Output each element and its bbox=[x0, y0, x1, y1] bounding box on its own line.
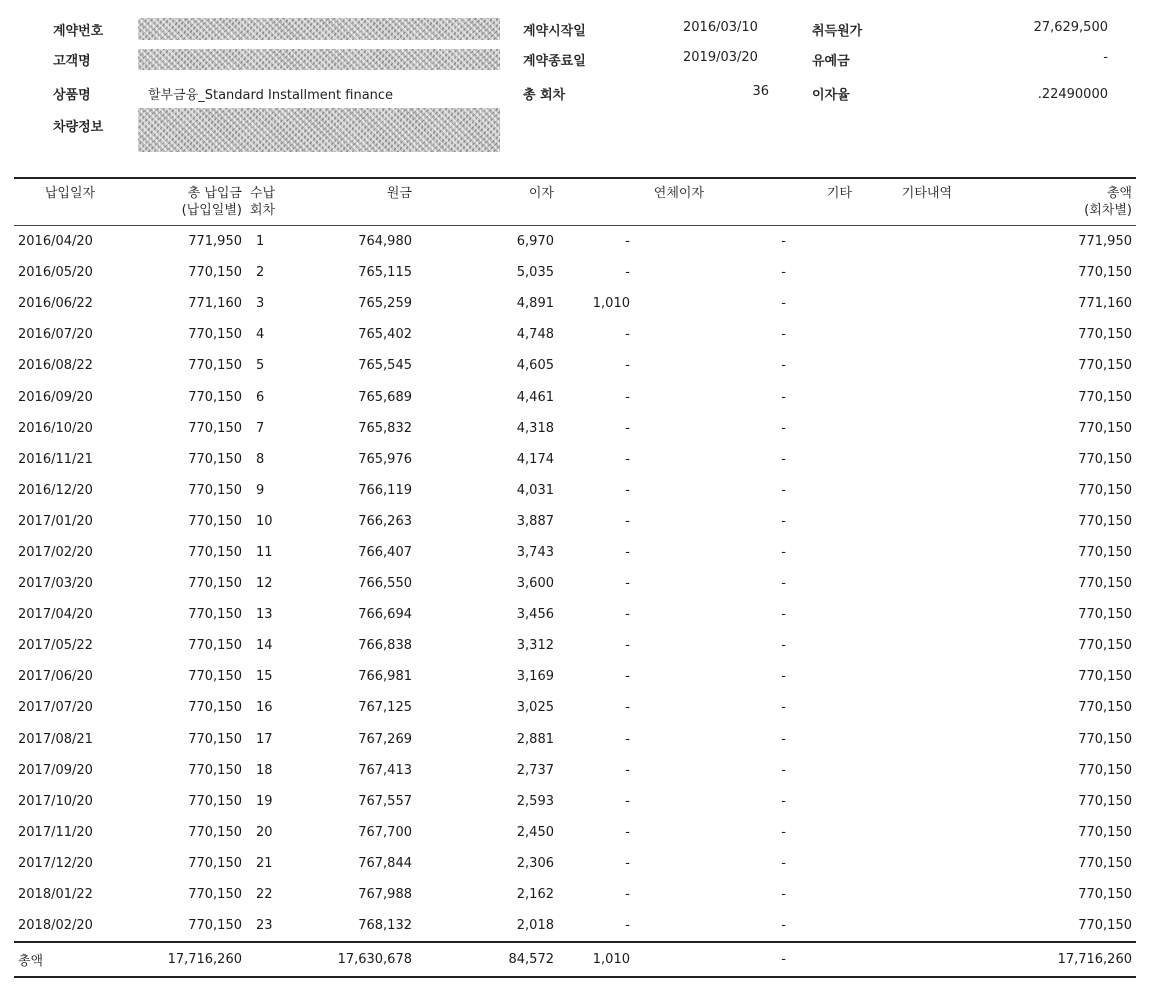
table-row bbox=[14, 537, 1136, 568]
cell-late-interest: - bbox=[625, 887, 630, 903]
cell-total-paid: 770,150 bbox=[188, 420, 242, 436]
cell-other: - bbox=[781, 420, 786, 436]
cell-late-interest: 1,010 bbox=[592, 296, 630, 312]
cell-other-details bbox=[856, 692, 956, 723]
cell-late-interest: - bbox=[625, 544, 630, 560]
cell-installment-no: 20 bbox=[256, 824, 273, 840]
payment-ledger-table bbox=[14, 177, 1136, 978]
totals-label: 총액 bbox=[18, 954, 44, 970]
table-row bbox=[14, 786, 1136, 817]
cell-principal: 766,263 bbox=[358, 513, 412, 529]
cell-installment-no: 2 bbox=[256, 265, 265, 281]
cell-installment-no: 7 bbox=[256, 420, 265, 436]
cell-other-details bbox=[856, 506, 956, 537]
cell-total-paid: 770,150 bbox=[188, 638, 242, 654]
cell-principal: 767,557 bbox=[358, 793, 412, 809]
cell-late-interest: - bbox=[625, 793, 630, 809]
col-header-payment-date: 납입일자 bbox=[14, 178, 126, 226]
cell-other: - bbox=[781, 700, 786, 716]
acquisition-cost-value: 27,629,500 bbox=[1033, 20, 1108, 35]
cell-installment-no: 3 bbox=[256, 296, 265, 312]
table-row bbox=[14, 444, 1136, 475]
cell-total-by-installment: 770,150 bbox=[1078, 638, 1132, 654]
cell-total-by-installment: 770,150 bbox=[1078, 607, 1132, 623]
cell-principal: 767,700 bbox=[358, 824, 412, 840]
cell-interest: 2,018 bbox=[516, 918, 554, 934]
cell-interest: 3,456 bbox=[516, 607, 554, 623]
cell-total-by-installment: 770,150 bbox=[1078, 793, 1132, 809]
cell-total-paid: 770,150 bbox=[188, 731, 242, 747]
table-row bbox=[14, 568, 1136, 599]
start-date-label: 계약시작일 bbox=[523, 24, 586, 39]
cell-principal: 768,132 bbox=[358, 918, 412, 934]
cell-total-paid: 770,150 bbox=[188, 358, 242, 374]
table-row bbox=[14, 319, 1136, 350]
cell-interest: 4,318 bbox=[516, 420, 554, 436]
cell-interest: 4,605 bbox=[516, 358, 554, 374]
table-row bbox=[14, 599, 1136, 630]
cell-interest: 5,035 bbox=[516, 265, 554, 281]
cell-principal: 767,269 bbox=[358, 731, 412, 747]
cell-other: - bbox=[781, 824, 786, 840]
total-installments-label: 총 회차 bbox=[523, 88, 566, 103]
cell-total-paid: 770,150 bbox=[188, 793, 242, 809]
totals-other: - bbox=[781, 952, 786, 968]
cell-late-interest: - bbox=[625, 327, 630, 343]
cell-total-by-installment: 770,150 bbox=[1078, 824, 1132, 840]
cell-other-details bbox=[856, 724, 956, 755]
cell-principal: 764,980 bbox=[358, 234, 412, 250]
cell-interest: 2,162 bbox=[516, 887, 554, 903]
cell-total-paid: 770,150 bbox=[188, 887, 242, 903]
table-header-row bbox=[14, 178, 1136, 226]
vehicle-label: 차량정보 bbox=[53, 120, 104, 135]
interest-rate-label: 이자율 bbox=[812, 88, 850, 103]
table-row bbox=[14, 755, 1136, 786]
cell-payment-date: 2017/02/20 bbox=[18, 544, 93, 560]
cell-installment-no: 12 bbox=[256, 576, 273, 592]
cell-late-interest: - bbox=[625, 358, 630, 374]
cell-total-by-installment: 771,950 bbox=[1078, 234, 1132, 250]
cell-payment-date: 2016/07/20 bbox=[18, 327, 93, 343]
cell-other-details bbox=[856, 257, 956, 288]
cell-total-by-installment: 770,150 bbox=[1078, 389, 1132, 405]
cell-other-details bbox=[856, 475, 956, 506]
cell-installment-no: 19 bbox=[256, 793, 273, 809]
cell-late-interest: - bbox=[625, 234, 630, 250]
cell-other: - bbox=[781, 327, 786, 343]
cell-late-interest: - bbox=[625, 762, 630, 778]
cell-payment-date: 2017/08/21 bbox=[18, 731, 93, 747]
cell-payment-date: 2016/06/22 bbox=[18, 296, 93, 312]
deposit-value: - bbox=[1103, 50, 1108, 65]
totals-grand-total: 17,716,260 bbox=[1057, 952, 1132, 968]
cell-other-details bbox=[856, 350, 956, 381]
cell-principal: 765,689 bbox=[358, 389, 412, 405]
cell-other-details bbox=[856, 381, 956, 412]
cell-late-interest: - bbox=[625, 420, 630, 436]
cell-payment-date: 2016/12/20 bbox=[18, 482, 93, 498]
cell-late-interest: - bbox=[625, 607, 630, 623]
cell-other: - bbox=[781, 638, 786, 654]
table-row bbox=[14, 848, 1136, 879]
cell-late-interest: - bbox=[625, 824, 630, 840]
cell-total-paid: 770,150 bbox=[188, 482, 242, 498]
table-row bbox=[14, 257, 1136, 288]
cell-total-paid: 771,950 bbox=[188, 234, 242, 250]
cell-installment-no: 1 bbox=[256, 234, 265, 250]
cell-installment-no: 13 bbox=[256, 607, 273, 623]
cell-total-by-installment: 770,150 bbox=[1078, 700, 1132, 716]
table-row bbox=[14, 381, 1136, 412]
cell-installment-no: 16 bbox=[256, 700, 273, 716]
cell-late-interest: - bbox=[625, 855, 630, 871]
cell-total-by-installment: 771,160 bbox=[1078, 296, 1132, 312]
cell-installment-no: 9 bbox=[256, 482, 265, 498]
table-row bbox=[14, 817, 1136, 848]
cell-interest: 3,600 bbox=[516, 576, 554, 592]
cell-installment-no: 23 bbox=[256, 918, 273, 934]
cell-interest: 2,593 bbox=[516, 793, 554, 809]
table-row bbox=[14, 661, 1136, 692]
cell-installment-no: 15 bbox=[256, 669, 273, 685]
cell-other: - bbox=[781, 887, 786, 903]
cell-interest: 3,312 bbox=[516, 638, 554, 654]
cell-other-details bbox=[856, 879, 956, 910]
cell-principal: 767,413 bbox=[358, 762, 412, 778]
cell-other-details bbox=[856, 661, 956, 692]
cell-late-interest: - bbox=[625, 918, 630, 934]
totals-principal: 17,630,678 bbox=[337, 952, 412, 968]
cell-principal: 766,550 bbox=[358, 576, 412, 592]
cell-other: - bbox=[781, 544, 786, 560]
table-row bbox=[14, 506, 1136, 537]
cell-interest: 4,174 bbox=[516, 451, 554, 467]
col-header-principal: 원금 bbox=[306, 178, 416, 226]
cell-late-interest: - bbox=[625, 638, 630, 654]
deposit-label: 유예금 bbox=[812, 54, 850, 69]
cell-payment-date: 2016/11/21 bbox=[18, 451, 93, 467]
cell-interest: 4,461 bbox=[516, 389, 554, 405]
cell-total-by-installment: 770,150 bbox=[1078, 669, 1132, 685]
cell-payment-date: 2016/09/20 bbox=[18, 389, 93, 405]
cell-total-by-installment: 770,150 bbox=[1078, 265, 1132, 281]
cell-other: - bbox=[781, 451, 786, 467]
cell-payment-date: 2018/02/20 bbox=[18, 918, 93, 934]
cell-payment-date: 2017/03/20 bbox=[18, 576, 93, 592]
cell-other-details bbox=[856, 444, 956, 475]
cell-principal: 766,694 bbox=[358, 607, 412, 623]
totals-total-paid: 17,716,260 bbox=[167, 952, 242, 968]
col-header-interest: 이자 bbox=[416, 178, 558, 226]
product-value: 할부금융_Standard Installment finance bbox=[148, 88, 394, 103]
cell-other-details bbox=[856, 910, 956, 942]
cell-total-paid: 770,150 bbox=[188, 451, 242, 467]
cell-installment-no: 18 bbox=[256, 762, 273, 778]
cell-payment-date: 2016/10/20 bbox=[18, 420, 93, 436]
col-header-other-details: 기타내역 bbox=[856, 178, 956, 226]
totals-late-interest: 1,010 bbox=[592, 952, 630, 968]
cell-other: - bbox=[781, 731, 786, 747]
table-row bbox=[14, 910, 1136, 942]
cell-other: - bbox=[781, 576, 786, 592]
cell-total-by-installment: 770,150 bbox=[1078, 513, 1132, 529]
table-row bbox=[14, 692, 1136, 723]
cell-installment-no: 14 bbox=[256, 638, 273, 654]
table-row bbox=[14, 630, 1136, 661]
cell-other-details bbox=[856, 817, 956, 848]
cell-payment-date: 2017/01/20 bbox=[18, 513, 93, 529]
end-date-label: 계약종료일 bbox=[523, 54, 586, 69]
customer-label: 고객명 bbox=[53, 54, 91, 69]
cell-other: - bbox=[781, 607, 786, 623]
cell-total-by-installment: 770,150 bbox=[1078, 887, 1132, 903]
cell-payment-date: 2017/12/20 bbox=[18, 855, 93, 871]
cell-total-by-installment: 770,150 bbox=[1078, 855, 1132, 871]
cell-payment-date: 2016/08/22 bbox=[18, 358, 93, 374]
cell-interest: 2,306 bbox=[516, 855, 554, 871]
cell-total-by-installment: 770,150 bbox=[1078, 482, 1132, 498]
cell-other: - bbox=[781, 918, 786, 934]
total-installments-value: 36 bbox=[752, 84, 769, 99]
table-row bbox=[14, 413, 1136, 444]
cell-total-paid: 770,150 bbox=[188, 700, 242, 716]
cell-interest: 2,881 bbox=[516, 731, 554, 747]
cell-interest: 3,025 bbox=[516, 700, 554, 716]
cell-total-paid: 770,150 bbox=[188, 855, 242, 871]
table-row bbox=[14, 226, 1136, 258]
cell-payment-date: 2016/04/20 bbox=[18, 234, 93, 250]
cell-payment-date: 2016/05/20 bbox=[18, 265, 93, 281]
table-body bbox=[14, 226, 1136, 943]
cell-installment-no: 21 bbox=[256, 855, 273, 871]
cell-other: - bbox=[781, 296, 786, 312]
cell-total-paid: 770,150 bbox=[188, 824, 242, 840]
cell-interest: 3,169 bbox=[516, 669, 554, 685]
cell-total-paid: 770,150 bbox=[188, 576, 242, 592]
cell-total-paid: 770,150 bbox=[188, 513, 242, 529]
cell-other: - bbox=[781, 762, 786, 778]
cell-principal: 766,838 bbox=[358, 638, 412, 654]
cell-principal: 767,988 bbox=[358, 887, 412, 903]
acquisition-cost-label: 취득원가 bbox=[812, 24, 863, 39]
cell-total-by-installment: 770,150 bbox=[1078, 451, 1132, 467]
cell-payment-date: 2017/11/20 bbox=[18, 824, 93, 840]
redacted-customer bbox=[138, 49, 500, 70]
cell-other-details bbox=[856, 226, 956, 258]
cell-interest: 4,748 bbox=[516, 327, 554, 343]
totals-interest: 84,572 bbox=[508, 952, 554, 968]
col-header-total-paid: 총 납입금 (납입일별) bbox=[126, 178, 246, 226]
cell-installment-no: 8 bbox=[256, 451, 265, 467]
cell-other-details bbox=[856, 537, 956, 568]
cell-installment-no: 10 bbox=[256, 513, 273, 529]
cell-total-by-installment: 770,150 bbox=[1078, 358, 1132, 374]
cell-other-details bbox=[856, 413, 956, 444]
contract-no-label: 계약번호 bbox=[53, 24, 104, 39]
cell-total-paid: 770,150 bbox=[188, 607, 242, 623]
cell-other: - bbox=[781, 669, 786, 685]
cell-principal: 765,976 bbox=[358, 451, 412, 467]
cell-other: - bbox=[781, 855, 786, 871]
cell-total-paid: 770,150 bbox=[188, 327, 242, 343]
cell-other: - bbox=[781, 793, 786, 809]
cell-principal: 765,545 bbox=[358, 358, 412, 374]
cell-total-paid: 770,150 bbox=[188, 669, 242, 685]
cell-late-interest: - bbox=[625, 731, 630, 747]
cell-interest: 3,743 bbox=[516, 544, 554, 560]
cell-late-interest: - bbox=[625, 576, 630, 592]
table-row bbox=[14, 879, 1136, 910]
totals-other-details bbox=[856, 942, 956, 977]
cell-total-paid: 770,150 bbox=[188, 265, 242, 281]
redacted-contract-no bbox=[138, 18, 500, 40]
cell-payment-date: 2017/07/20 bbox=[18, 700, 93, 716]
cell-total-by-installment: 770,150 bbox=[1078, 544, 1132, 560]
cell-interest: 4,031 bbox=[516, 482, 554, 498]
cell-other: - bbox=[781, 358, 786, 374]
product-label: 상품명 bbox=[53, 88, 91, 103]
table-row bbox=[14, 724, 1136, 755]
cell-total-by-installment: 770,150 bbox=[1078, 576, 1132, 592]
cell-other: - bbox=[781, 265, 786, 281]
cell-other-details bbox=[856, 630, 956, 661]
cell-payment-date: 2017/09/20 bbox=[18, 762, 93, 778]
cell-payment-date: 2017/10/20 bbox=[18, 793, 93, 809]
cell-principal: 767,844 bbox=[358, 855, 412, 871]
table-row bbox=[14, 350, 1136, 381]
cell-principal: 765,832 bbox=[358, 420, 412, 436]
cell-total-paid: 771,160 bbox=[188, 296, 242, 312]
cell-total-by-installment: 770,150 bbox=[1078, 731, 1132, 747]
cell-installment-no: 17 bbox=[256, 731, 273, 747]
cell-principal: 767,125 bbox=[358, 700, 412, 716]
cell-interest: 3,887 bbox=[516, 513, 554, 529]
cell-principal: 766,407 bbox=[358, 544, 412, 560]
cell-other: - bbox=[781, 234, 786, 250]
col-header-other: 기타 bbox=[708, 178, 856, 226]
cell-late-interest: - bbox=[625, 482, 630, 498]
cell-principal: 765,115 bbox=[358, 265, 412, 281]
cell-late-interest: - bbox=[625, 389, 630, 405]
cell-late-interest: - bbox=[625, 700, 630, 716]
cell-principal: 765,259 bbox=[358, 296, 412, 312]
cell-total-by-installment: 770,150 bbox=[1078, 327, 1132, 343]
table-row bbox=[14, 288, 1136, 319]
start-date-value: 2016/03/10 bbox=[683, 20, 758, 35]
cell-principal: 765,402 bbox=[358, 327, 412, 343]
cell-other: - bbox=[781, 389, 786, 405]
redacted-vehicle bbox=[138, 108, 500, 152]
cell-interest: 2,737 bbox=[516, 762, 554, 778]
cell-interest: 2,450 bbox=[516, 824, 554, 840]
cell-payment-date: 2017/05/22 bbox=[18, 638, 93, 654]
cell-late-interest: - bbox=[625, 265, 630, 281]
cell-total-paid: 770,150 bbox=[188, 389, 242, 405]
col-header-late-interest: 연체이자 bbox=[558, 178, 708, 226]
cell-installment-no: 22 bbox=[256, 887, 273, 903]
cell-principal: 766,119 bbox=[358, 482, 412, 498]
cell-interest: 4,891 bbox=[516, 296, 554, 312]
cell-other-details bbox=[856, 599, 956, 630]
cell-late-interest: - bbox=[625, 451, 630, 467]
col-header-total-by-installment: 총액 (회차별) bbox=[956, 178, 1136, 226]
cell-total-paid: 770,150 bbox=[188, 918, 242, 934]
cell-total-paid: 770,150 bbox=[188, 762, 242, 778]
cell-total-by-installment: 770,150 bbox=[1078, 420, 1132, 436]
cell-other-details bbox=[856, 288, 956, 319]
cell-installment-no: 4 bbox=[256, 327, 265, 343]
totals-installment-no bbox=[246, 942, 306, 977]
cell-late-interest: - bbox=[625, 513, 630, 529]
cell-payment-date: 2017/06/20 bbox=[18, 669, 93, 685]
cell-total-paid: 770,150 bbox=[188, 544, 242, 560]
table-row bbox=[14, 475, 1136, 506]
cell-late-interest: - bbox=[625, 669, 630, 685]
cell-installment-no: 11 bbox=[256, 544, 273, 560]
cell-other-details bbox=[856, 848, 956, 879]
cell-other: - bbox=[781, 513, 786, 529]
cell-interest: 6,970 bbox=[516, 234, 554, 250]
col-header-installment-no: 수납 회차 bbox=[246, 178, 306, 226]
cell-other: - bbox=[781, 482, 786, 498]
totals-row bbox=[14, 942, 1136, 977]
cell-other-details bbox=[856, 568, 956, 599]
cell-principal: 766,981 bbox=[358, 669, 412, 685]
interest-rate-value: .22490000 bbox=[1037, 87, 1108, 102]
cell-other-details bbox=[856, 755, 956, 786]
cell-other-details bbox=[856, 319, 956, 350]
cell-payment-date: 2018/01/22 bbox=[18, 887, 93, 903]
cell-installment-no: 5 bbox=[256, 358, 265, 374]
cell-installment-no: 6 bbox=[256, 389, 265, 405]
end-date-value: 2019/03/20 bbox=[683, 50, 758, 65]
cell-payment-date: 2017/04/20 bbox=[18, 607, 93, 623]
cell-other-details bbox=[856, 786, 956, 817]
cell-total-by-installment: 770,150 bbox=[1078, 918, 1132, 934]
cell-total-by-installment: 770,150 bbox=[1078, 762, 1132, 778]
